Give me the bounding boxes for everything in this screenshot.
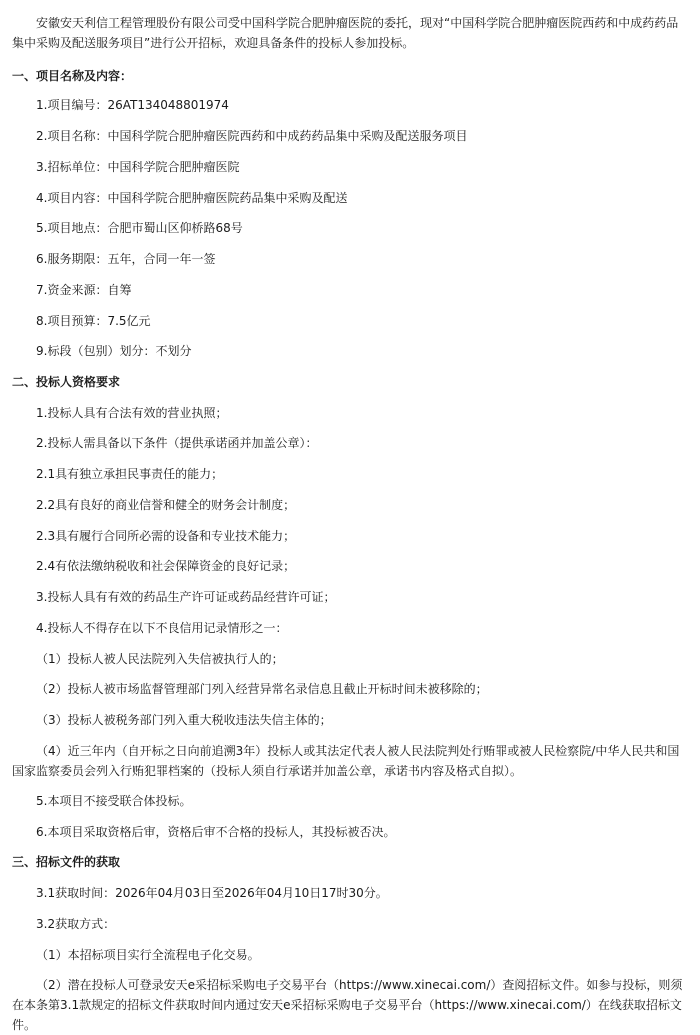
qualification-item: 3.投标人具有有效的药品生产许可证或药品经营许可证； bbox=[36, 590, 336, 604]
qualification-item: 2.4有依法缴纳税收和社会保障资金的良好记录； bbox=[36, 559, 296, 573]
credit-item: （3）投标人被税务部门列入重大税收违法失信主体的； bbox=[36, 713, 332, 727]
section-2-heading: 二、投标人资格要求 bbox=[12, 375, 121, 389]
credit-item: （1）投标人被人民法院列入失信被执行人的； bbox=[36, 652, 284, 666]
credit-item: （2）投标人被市场监督管理部门列入经营异常名录信息且截止开标时间未被移除的； bbox=[36, 682, 488, 696]
service-period: 6.服务期限：五年，合同一年一签 bbox=[36, 252, 216, 266]
tender-unit: 3.招标单位：中国科学院合肥肿瘤医院 bbox=[36, 160, 240, 174]
qualification-item: 4.投标人不得存在以下不良信用记录情形之一： bbox=[36, 621, 288, 635]
qualification-item: 2.1具有独立承担民事责任的能力； bbox=[36, 467, 224, 481]
credit-item-4: （4）近三年内（自开标之日向前追溯3年）投标人或其法定代表人被人民法院判处行贿罪或被人民检察院/中华人民共和国国家监察委员会列入行贿犯罪档案的（投标人须自行承诺并加盖公章，承诺书内容及格式自拟）。 bbox=[12, 744, 680, 778]
acquisition-item-2: （2）潜在投标人可登录安天e采招标采购电子交易平台（https://www.xinecai.com/）查阅招标文件。如参与投标，则须在本条第3.1款规定的招标文件获取时间内通过安天e采招标采购电子交易平台（https://www.xinecai.com/）在线获取招标文件。 bbox=[12, 978, 683, 1032]
qualification-item: 6.本项目采取资格后审，资格后审不合格的投标人，其投标被否决。 bbox=[36, 825, 396, 839]
qualification-item: 2.2具有良好的商业信誉和健全的财务会计制度； bbox=[36, 498, 296, 512]
project-number: 1.项目编号：26AT134048801974 bbox=[36, 98, 229, 112]
qualification-item: 2.投标人需具备以下条件（提供承诺函并加盖公章）： bbox=[36, 436, 318, 450]
section-1-heading: 一、项目名称及内容： bbox=[12, 69, 133, 83]
qualification-item: 5.本项目不接受联合体投标。 bbox=[36, 794, 192, 808]
project-location: 5.项目地点：合肥市蜀山区仰桥路68号 bbox=[36, 221, 243, 235]
qualification-item: 1.投标人具有合法有效的营业执照； bbox=[36, 406, 228, 420]
lot-division: 9.标段（包别）划分：不划分 bbox=[36, 344, 192, 358]
acquisition-method: 3.2获取方式： bbox=[36, 917, 116, 931]
fund-source: 7.资金来源：自筹 bbox=[36, 283, 132, 297]
intro-paragraph: 安徽安天利信工程管理股份有限公司受中国科学院合肥肿瘤医院的委托，现对“中国科学院合肥肿瘤医院西药和中成药药品集中采购及配送服务项目”进行公开招标，欢迎具备条件的投标人参加投标。 bbox=[12, 16, 679, 50]
acquisition-item: （1）本招标项目实行全流程电子化交易。 bbox=[36, 948, 260, 962]
project-name: 2.项目名称：中国科学院合肥肿瘤医院西药和中成药药品集中采购及配送服务项目 bbox=[36, 129, 468, 143]
qualification-item: 2.3具有履行合同所必需的设备和专业技术能力； bbox=[36, 529, 296, 543]
section-3-heading: 三、招标文件的获取 bbox=[12, 855, 121, 869]
project-content: 4.项目内容：中国科学院合肥肿瘤医院药品集中采购及配送 bbox=[36, 191, 348, 205]
project-budget: 8.项目预算：7.5亿元 bbox=[36, 314, 151, 328]
acquisition-time: 3.1获取时间：2026年04月03日至2026年04月10日17时30分。 bbox=[36, 886, 388, 900]
